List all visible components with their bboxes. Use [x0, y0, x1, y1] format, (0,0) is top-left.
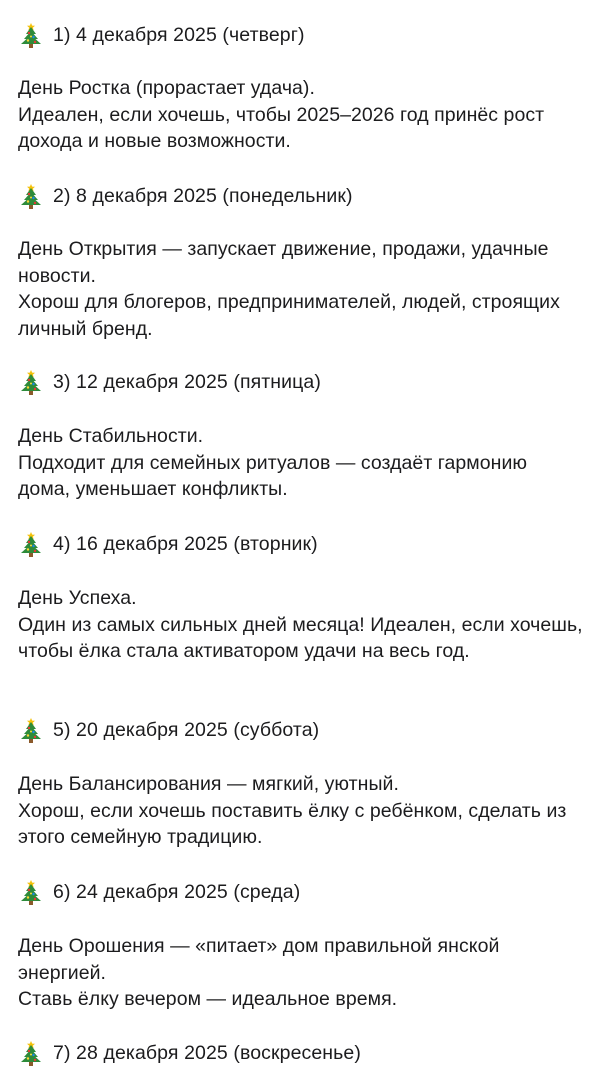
- entry-2-heading: [18, 181, 353, 211]
- entry-5-description: [18, 771, 583, 851]
- entry-6-heading: [18, 877, 300, 907]
- entry-6-description: [18, 933, 583, 1013]
- entry-2-description: [18, 236, 583, 342]
- entry-4-line-1: День Успеха.: [18, 587, 137, 609]
- entry-4-line-2: Один из самых сильных дней месяца! Идеален, если хочешь, чтобы ёлка стала активатором удачи на весь год.: [18, 613, 583, 662]
- entry-5-heading-text: 5) 20 декабря 2025 (суббота): [53, 718, 320, 741]
- entry-2-line-1: День Открытия — запускает движение, продажи, удачные новости.: [18, 238, 549, 287]
- entry-7-heading-text: 7) 28 декабря 2025 (воскресенье): [53, 1041, 361, 1064]
- entry-6-line-1: День Орошения — «питает» дом правильной янской энергией.: [18, 935, 500, 984]
- entry-1-line-1: День Ростка (прорастает удача).: [18, 77, 315, 99]
- entry-3-description: [18, 423, 583, 503]
- christmas-tree-icon: [18, 182, 44, 210]
- entry-1-line-2: Идеален, если хочешь, чтобы 2025–2026 год принёс рост дохода и новые возможности.: [18, 103, 545, 152]
- entry-6-heading-text: 6) 24 декабря 2025 (среда): [53, 880, 301, 903]
- christmas-tree-icon: [18, 530, 44, 558]
- christmas-tree-icon: [18, 716, 44, 744]
- entry-4-description: [18, 585, 583, 665]
- entry-3-line-2: Подходит для семейных ритуалов — создаёт гармонию дома, уменьшает конфликты.: [18, 451, 528, 500]
- christmas-tree-icon: [18, 21, 44, 49]
- entry-5-line-1: День Балансирования — мягкий, уютный.: [18, 773, 399, 795]
- entry-1-description: [18, 75, 583, 155]
- christmas-tree-icon: [18, 1039, 44, 1067]
- entry-1-heading: [18, 20, 305, 50]
- entry-3-line-1: День Стабильности.: [18, 425, 204, 447]
- entry-5-heading: [18, 715, 319, 745]
- entry-1-heading-text: 1) 4 декабря 2025 (четверг): [53, 23, 305, 46]
- entry-3-heading: [18, 367, 321, 397]
- entry-4-heading-text: 4) 16 декабря 2025 (вторник): [53, 532, 318, 555]
- entry-7-heading: [18, 1038, 361, 1068]
- entry-3-heading-text: 3) 12 декабря 2025 (пятница): [53, 370, 321, 393]
- christmas-tree-icon: [18, 878, 44, 906]
- entry-2-heading-text: 2) 8 декабря 2025 (понедельник): [53, 184, 353, 207]
- entry-6-line-2: Ставь ёлку вечером — идеальное время.: [18, 988, 398, 1010]
- entry-2-line-2: Хорош для блогеров, предпринимателей, людей, строящих личный бренд.: [18, 291, 560, 340]
- entry-4-heading: [18, 529, 318, 559]
- christmas-tree-icon: [18, 368, 44, 396]
- entry-5-line-2: Хорош, если хочешь поставить ёлку с ребёнком, сделать из этого семейную традицию.: [18, 799, 567, 848]
